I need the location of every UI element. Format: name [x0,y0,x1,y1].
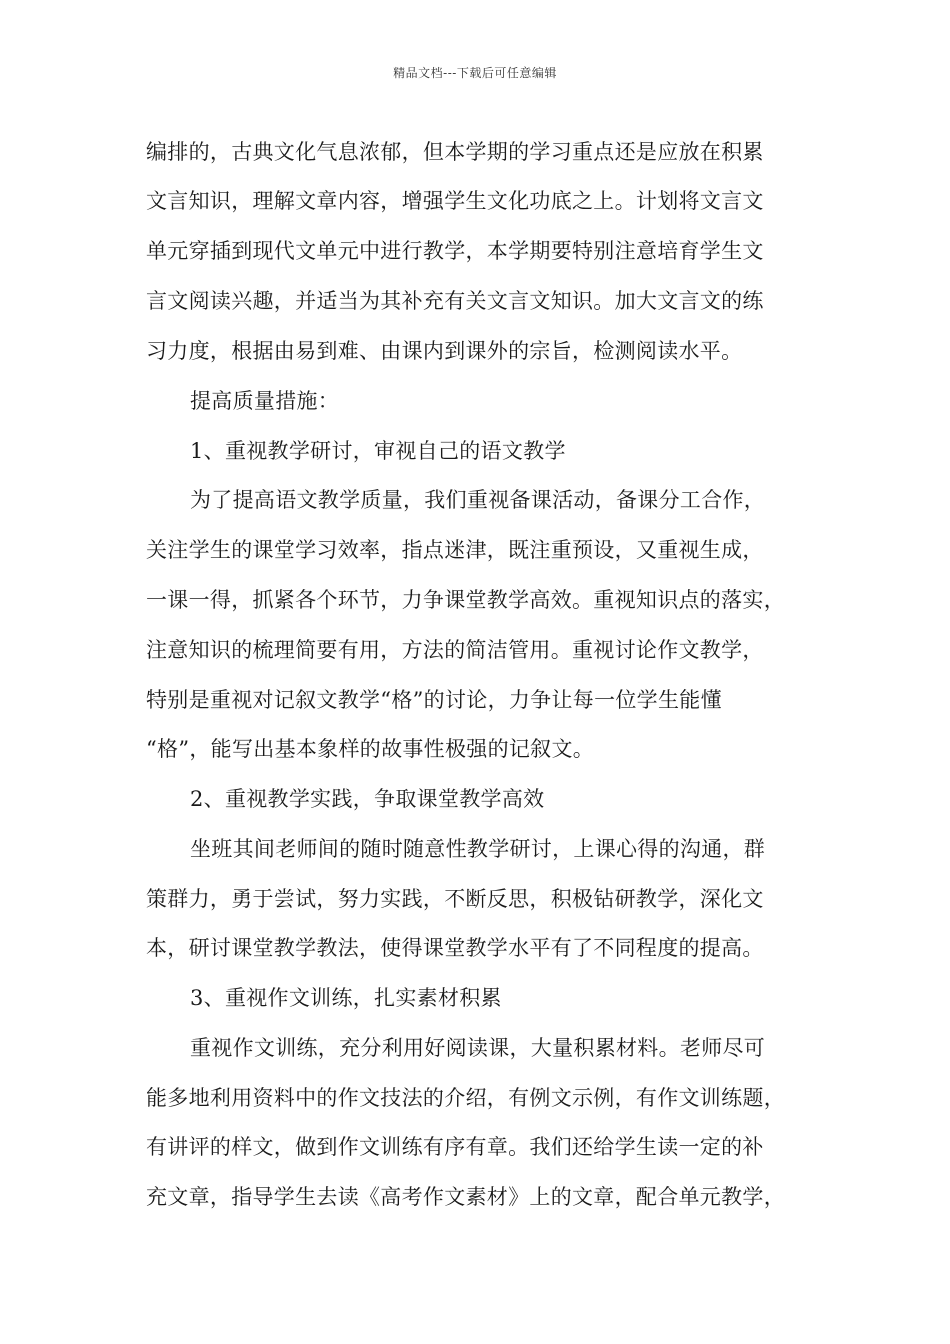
text-line-10: 一课一得，抓紧各个环节，力争课堂教学高效。重视知识点的落实， [146,588,785,612]
text-line-21: 有讲评的样文，做到作文训练有序有章。我们还给学生读一定的补 [146,1135,764,1159]
text-line-13: “格”，能写出基本象样的故事性极强的记叙文。 [146,737,595,761]
text-line-22: 充文章，指导学生去读《高考作文素材》上的文章，配合单元教学， [146,1185,785,1209]
text-line-20: 能多地利用资料中的作文技法的介绍，有例文示例，有作文训练题， [146,1086,785,1110]
text-line-17: 本，研讨课堂教学教法，使得课堂教学水平有了不同程度的提高。 [146,936,764,960]
text-line-15: 坐班其间老师间的随时随意性教学研讨，上课心得的沟通，群 [190,837,766,861]
subheading-1: 1、重视教学研讨，审视自己的语文教学 [190,439,566,463]
subheading-2: 2、重视教学实践，争取课堂教学高效 [190,787,545,811]
page-header: 精品文档---下载后可任意编辑 [393,66,557,80]
text-line-9: 关注学生的课堂学习效率，指点迷津，既注重预设，又重视生成， [146,538,764,562]
text-line-2: 文言知识，理解文章内容，增强学生文化功底之上。计划将文言文 [146,189,764,213]
text-line-1: 编排的，古典文化气息浓郁，但本学期的学习重点还是应放在积累 [146,140,764,164]
section-heading: 提高质量措施： [190,389,340,413]
text-line-12: 特别是重视对记叙文教学“格”的讨论，力争让每一位学生能懂 [146,688,722,712]
text-line-3: 单元穿插到现代文单元中进行教学，本学期要特别注意培育学生文 [146,239,764,263]
subheading-3: 3、重视作文训练，扎实素材积累 [190,986,502,1010]
text-line-11: 注意知识的梳理简要有用，方法的简洁管用。重视讨论作文教学， [146,638,764,662]
text-line-8: 为了提高语文教学质量，我们重视备课活动，备课分工合作， [190,488,766,512]
text-line-16: 策群力，勇于尝试，努力实践，不断反思，积极钻研教学，深化文 [146,887,764,911]
text-line-4: 言文阅读兴趣，并适当为其补充有关文言文知识。加大文言文的练 [146,289,764,313]
text-line-19: 重视作文训练，充分利用好阅读课，大量积累材料。老师尽可 [190,1036,766,1060]
text-line-5: 习力度，根据由易到难、由课内到课外的宗旨，检测阅读水平。 [146,339,743,363]
